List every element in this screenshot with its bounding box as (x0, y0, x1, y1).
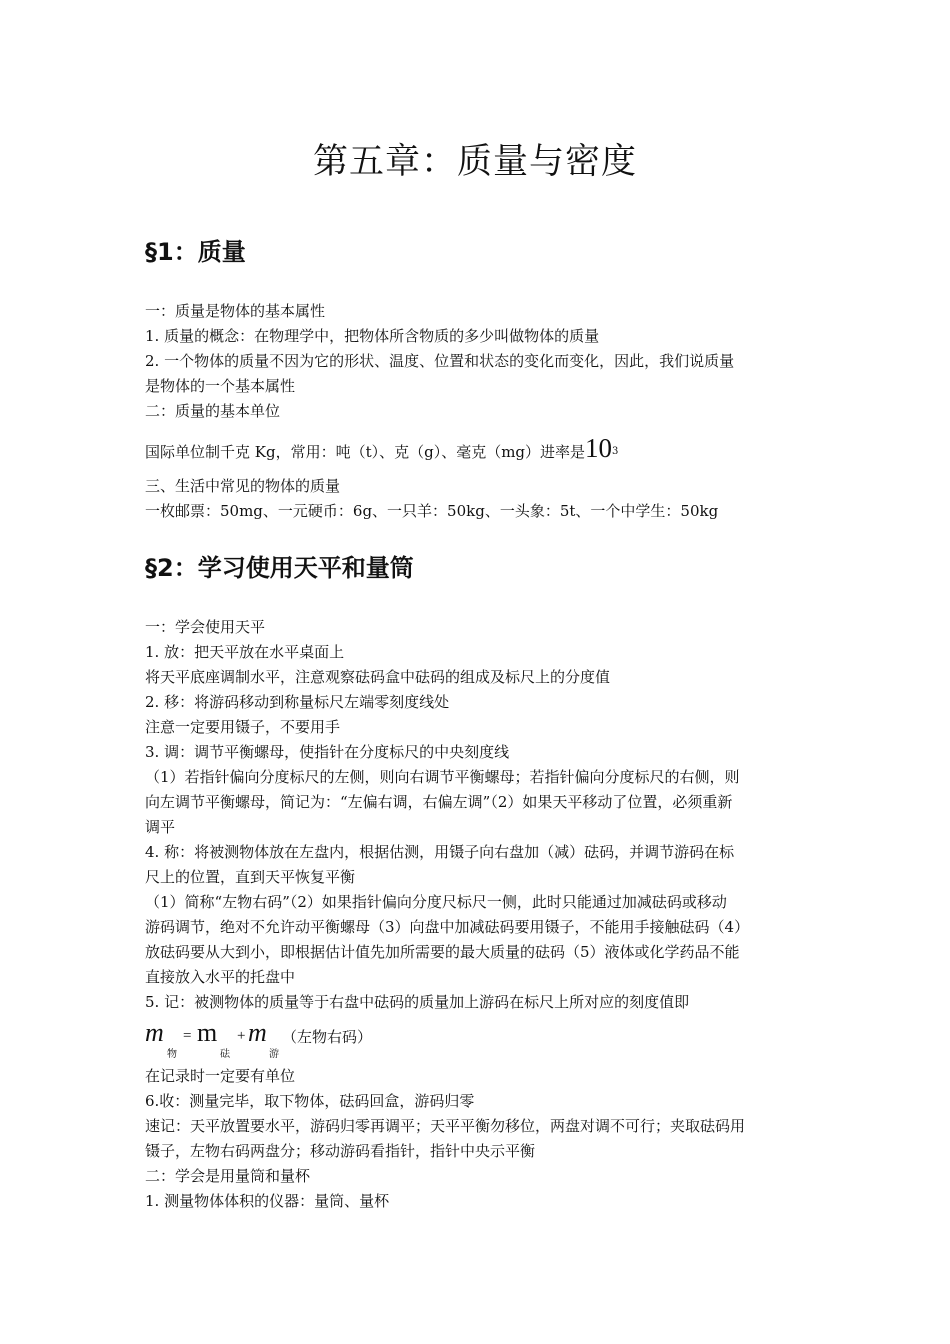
paragraph-line: 二：质量的基本单位 (145, 402, 281, 420)
paragraph-line: 向左调节平衡螺母，简记为：“左偏右调，右偏左调”（2）如果天平移动了位置，必须重新 (145, 793, 733, 811)
paragraph-line: 5. 记：被测物体的质量等于右盘中砝码的质量加上游码在标尺上所对应的刻度值即 (145, 993, 690, 1011)
paragraph-line: 1. 测量物体体积的仪器：量筒、量杯 (145, 1192, 390, 1210)
paragraph-line: 三、生活中常见的物体的质量 (145, 477, 341, 495)
paragraph-line: 尺上的位置，直到天平恢复平衡 (145, 868, 356, 886)
paragraph-line: 注意一定要用镊子，不要用手 (145, 718, 341, 736)
unit-text: 国际单位制千克 Kg，常用：吨（t）、克（g）、毫克（mg）进率是 (145, 443, 586, 461)
paragraph-line: 6.收：测量完毕，取下物体，砝码回盒，游码归零 (145, 1092, 475, 1110)
paragraph-line: 在记录时一定要有单位 (145, 1067, 296, 1085)
paragraph-line: 速记：天平放置要水平，游码归零再调平；天平平衡勿移位，两盘对调不可行；夹取砝码用 (145, 1117, 746, 1135)
formula-m-object: m (145, 1018, 164, 1047)
paragraph-line: 4. 称：将被测物体放在左盘内，根据估测，用镊子向右盘加（减）砝码，并调节游码在标 (145, 843, 735, 861)
paragraph-line: 一：质量是物体的基本属性 (145, 302, 326, 320)
paragraph-line: 游码调节，绝对不允许动平衡螺母（3）向盘中加减砝码要用镊子，不能用手接触砝码（4） (145, 918, 750, 936)
section-heading-mass: §1：质量 (145, 238, 246, 266)
paragraph-line: 镊子，左物右码两盘分；移动游码看指针，指针中央示平衡 (145, 1142, 536, 1160)
mass-formula (145, 1018, 645, 1058)
paragraph-line: （1）若指针偏向分度标尺的左侧，则向右调节平衡螺母；若指针偏向分度标尺的右侧，则 (145, 768, 740, 786)
formula-plus: + (237, 1028, 246, 1044)
chapter-title: 第五章：质量与密度 (312, 142, 637, 182)
paragraph-line: 1. 质量的概念：在物理学中，把物体所含物质的多少叫做物体的质量 (145, 327, 600, 345)
paragraph-line: 调平 (145, 818, 176, 836)
paragraph-line: 3. 调：调节平衡螺母，使指针在分度标尺的中央刻度线 (145, 743, 510, 761)
formula-sub-object: 物 (167, 1049, 177, 1060)
paragraph-line: 一：学会使用天平 (145, 618, 266, 636)
paragraph-line: 1. 放：把天平放在水平桌面上 (145, 643, 345, 661)
section-heading-balance: §2：学习使用天平和量筒 (145, 554, 414, 582)
paragraph-line: 一枚邮票：50mg、一元硬币：6g、一只羊：50kg、一头象：5t、一个中学生：50kg (145, 502, 719, 520)
paragraph-line: 2. 一个物体的质量不因为它的形状、温度、位置和状态的变化而变化，因此，我们说质量 (145, 352, 735, 370)
formula-equals: = (183, 1028, 192, 1044)
paragraph-line: 是物体的一个基本属性 (145, 377, 296, 395)
formula-m-weights: m (197, 1018, 218, 1047)
paragraph-line: 二：学会是用量筒和量杯 (145, 1167, 311, 1185)
paragraph-line: 放砝码要从大到小，即根据估计值先加所需要的最大质量的砝码（5）液体或化学药品不能 (145, 943, 740, 961)
formula-sub-rider: 游 (269, 1049, 279, 1060)
paragraph-line: （1）简称“左物右码”（2）如果指针偏向分度尺标尺一侧，此时只能通过加减砝码或移动 (145, 893, 727, 911)
power-exponent: 3 (612, 446, 619, 457)
paragraph-line: 将天平底座调制水平，注意观察砝码盒中砝码的组成及标尺上的分度值 (145, 668, 611, 686)
paragraph-line: 直接放入水平的托盘中 (145, 968, 296, 986)
power-base: 10 (585, 433, 613, 463)
formula-m-rider: m (248, 1018, 267, 1047)
formula-note: （左物右码） (282, 1028, 373, 1046)
formula-sub-weights: 砝 (220, 1049, 230, 1060)
unit-line (145, 433, 815, 467)
paragraph-line: 2. 移：将游码移动到称量标尺左端零刻度线处 (145, 693, 450, 711)
